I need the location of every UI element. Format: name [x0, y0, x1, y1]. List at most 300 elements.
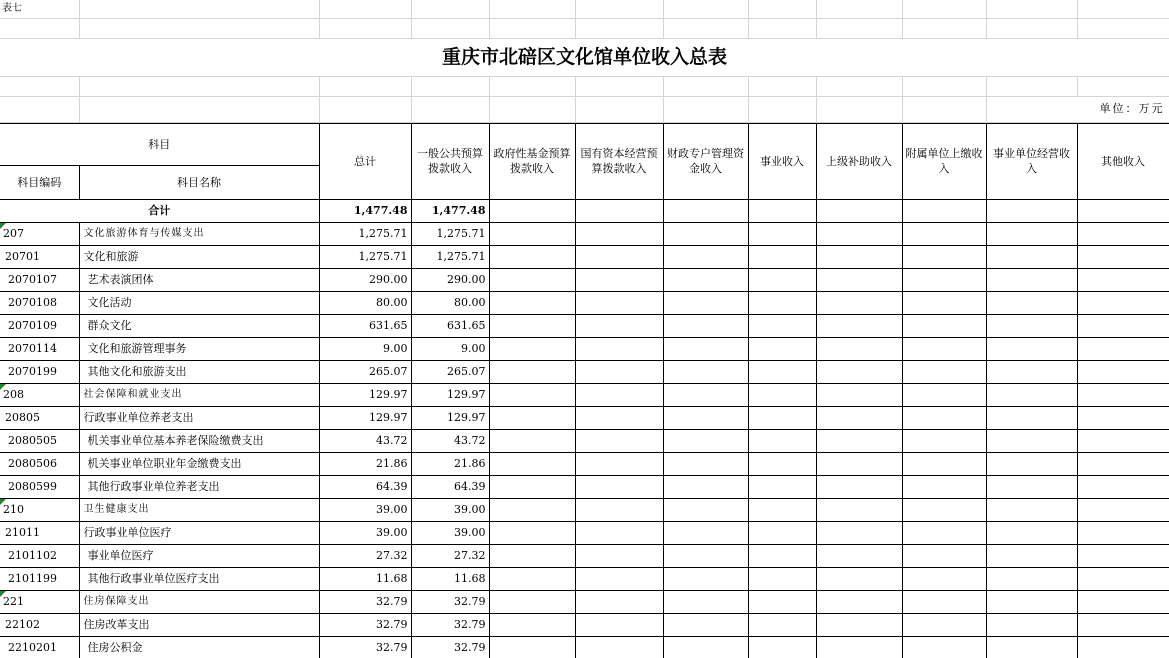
empty-cell[interactable] — [816, 199, 902, 222]
subject-code-cell[interactable]: 210 — [0, 498, 79, 521]
total-cell[interactable]: 290.00 — [319, 268, 411, 291]
general-budget-cell[interactable]: 265.07 — [411, 360, 489, 383]
cell[interactable] — [902, 18, 986, 38]
cell[interactable] — [411, 18, 489, 38]
empty-cell[interactable] — [902, 590, 986, 613]
table-row[interactable] — [0, 590, 1169, 613]
empty-cell[interactable] — [575, 337, 663, 360]
total-value[interactable]: 1,477.48 — [319, 199, 411, 222]
subject-code-cell[interactable]: 208 — [0, 383, 79, 406]
cell[interactable] — [79, 18, 319, 38]
general-budget-cell[interactable]: 21.86 — [411, 452, 489, 475]
cell[interactable] — [489, 96, 575, 122]
empty-cell[interactable] — [575, 199, 663, 222]
table-row[interactable] — [0, 498, 1169, 521]
empty-cell[interactable] — [748, 406, 816, 429]
empty-cell[interactable] — [816, 337, 902, 360]
empty-cell[interactable] — [902, 452, 986, 475]
empty-cell[interactable] — [489, 383, 575, 406]
total-cell[interactable]: 129.97 — [319, 383, 411, 406]
empty-cell[interactable] — [816, 406, 902, 429]
empty-cell[interactable] — [1077, 613, 1169, 636]
empty-cell[interactable] — [663, 636, 748, 658]
empty-cell[interactable] — [489, 337, 575, 360]
subject-code-cell[interactable]: 221 — [0, 590, 79, 613]
empty-cell[interactable] — [575, 406, 663, 429]
empty-cell[interactable] — [1077, 268, 1169, 291]
empty-cell[interactable] — [575, 314, 663, 337]
empty-cell[interactable] — [816, 613, 902, 636]
cell[interactable] — [986, 0, 1077, 18]
empty-cell[interactable] — [986, 337, 1077, 360]
empty-cell[interactable] — [575, 222, 663, 245]
empty-cell[interactable] — [1077, 245, 1169, 268]
empty-cell[interactable] — [986, 245, 1077, 268]
empty-cell[interactable] — [986, 613, 1077, 636]
empty-cell[interactable] — [663, 268, 748, 291]
empty-cell[interactable] — [489, 268, 575, 291]
cell[interactable] — [1077, 76, 1169, 96]
cell[interactable] — [575, 76, 663, 96]
empty-cell[interactable] — [748, 291, 816, 314]
cell[interactable] — [663, 96, 748, 122]
table-row[interactable] — [0, 636, 1169, 658]
empty-cell[interactable] — [489, 199, 575, 222]
cell[interactable] — [411, 76, 489, 96]
empty-cell[interactable] — [816, 314, 902, 337]
total-cell[interactable]: 9.00 — [319, 337, 411, 360]
cell[interactable] — [489, 18, 575, 38]
empty-cell[interactable] — [816, 291, 902, 314]
empty-cell[interactable] — [663, 452, 748, 475]
cell[interactable] — [816, 96, 902, 122]
empty-cell[interactable] — [902, 337, 986, 360]
empty-cell[interactable] — [663, 498, 748, 521]
subject-code-cell[interactable]: 2080505 — [0, 429, 79, 452]
empty-cell[interactable] — [748, 613, 816, 636]
general-budget-cell[interactable]: 1,275.71 — [411, 222, 489, 245]
total-cell[interactable]: 265.07 — [319, 360, 411, 383]
table-row[interactable] — [0, 452, 1169, 475]
cell[interactable] — [319, 18, 411, 38]
cell[interactable] — [489, 76, 575, 96]
empty-cell[interactable] — [489, 475, 575, 498]
empty-cell[interactable] — [663, 337, 748, 360]
subject-name-cell[interactable]: 文化和旅游管理事务 — [79, 337, 319, 360]
subject-code-cell[interactable]: 2101199 — [0, 567, 79, 590]
empty-cell[interactable] — [902, 406, 986, 429]
cell[interactable] — [902, 0, 986, 18]
table-row[interactable] — [0, 567, 1169, 590]
empty-cell[interactable] — [575, 268, 663, 291]
subject-code-cell[interactable]: 2080599 — [0, 475, 79, 498]
subject-name-cell[interactable]: 住房公积金 — [79, 636, 319, 658]
empty-cell[interactable] — [575, 429, 663, 452]
empty-cell[interactable] — [986, 452, 1077, 475]
empty-cell[interactable] — [1077, 475, 1169, 498]
subject-name-cell[interactable]: 卫生健康支出 — [79, 498, 319, 521]
empty-cell[interactable] — [902, 383, 986, 406]
empty-cell[interactable] — [663, 567, 748, 590]
total-general-value[interactable]: 1,477.48 — [411, 199, 489, 222]
empty-cell[interactable] — [1077, 636, 1169, 658]
empty-cell[interactable] — [663, 613, 748, 636]
empty-cell[interactable] — [748, 268, 816, 291]
empty-cell[interactable] — [902, 498, 986, 521]
table-row[interactable] — [0, 245, 1169, 268]
empty-cell[interactable] — [902, 291, 986, 314]
empty-cell[interactable] — [575, 475, 663, 498]
empty-cell[interactable] — [748, 567, 816, 590]
general-budget-cell[interactable]: 9.00 — [411, 337, 489, 360]
subject-code-cell[interactable]: 2210201 — [0, 636, 79, 658]
empty-cell[interactable] — [816, 498, 902, 521]
cell[interactable] — [79, 0, 319, 18]
cell[interactable] — [902, 76, 986, 96]
subject-code-cell[interactable]: 207 — [0, 222, 79, 245]
general-budget-cell[interactable]: 32.79 — [411, 613, 489, 636]
subject-code-cell[interactable]: 2070199 — [0, 360, 79, 383]
empty-cell[interactable] — [902, 268, 986, 291]
total-cell[interactable]: 1,275.71 — [319, 245, 411, 268]
subject-code-cell[interactable]: 20805 — [0, 406, 79, 429]
cell[interactable] — [816, 18, 902, 38]
subject-name-cell[interactable]: 社会保障和就业支出 — [79, 383, 319, 406]
empty-cell[interactable] — [1077, 360, 1169, 383]
empty-cell[interactable] — [1077, 406, 1169, 429]
empty-cell[interactable] — [489, 567, 575, 590]
empty-cell[interactable] — [1077, 452, 1169, 475]
empty-cell[interactable] — [1077, 429, 1169, 452]
subject-code-cell[interactable]: 21011 — [0, 521, 79, 544]
subject-name-cell[interactable]: 文化活动 — [79, 291, 319, 314]
subject-name-cell[interactable]: 住房改革支出 — [79, 613, 319, 636]
empty-cell[interactable] — [902, 475, 986, 498]
table-row[interactable] — [0, 314, 1169, 337]
table-row[interactable] — [0, 222, 1169, 245]
cell[interactable] — [663, 0, 748, 18]
general-budget-cell[interactable]: 129.97 — [411, 383, 489, 406]
empty-cell[interactable] — [748, 475, 816, 498]
empty-cell[interactable] — [575, 498, 663, 521]
empty-cell[interactable] — [748, 245, 816, 268]
empty-cell[interactable] — [986, 222, 1077, 245]
empty-cell[interactable] — [748, 544, 816, 567]
cell[interactable] — [319, 0, 411, 18]
empty-cell[interactable] — [986, 498, 1077, 521]
general-budget-cell[interactable]: 39.00 — [411, 498, 489, 521]
empty-cell[interactable] — [902, 636, 986, 658]
subject-code-cell[interactable]: 2080506 — [0, 452, 79, 475]
table-row[interactable] — [0, 429, 1169, 452]
empty-cell[interactable] — [816, 521, 902, 544]
empty-cell[interactable] — [663, 521, 748, 544]
empty-cell[interactable] — [986, 360, 1077, 383]
empty-cell[interactable] — [902, 613, 986, 636]
empty-cell[interactable] — [1077, 567, 1169, 590]
cell[interactable] — [748, 76, 816, 96]
empty-cell[interactable] — [663, 199, 748, 222]
subject-name-cell[interactable]: 文化旅游体育与传媒支出 — [79, 222, 319, 245]
empty-cell[interactable] — [489, 544, 575, 567]
cell[interactable] — [79, 76, 319, 96]
empty-cell[interactable] — [816, 360, 902, 383]
empty-cell[interactable] — [575, 291, 663, 314]
total-cell[interactable]: 39.00 — [319, 521, 411, 544]
cell[interactable] — [411, 0, 489, 18]
cell[interactable] — [748, 96, 816, 122]
subject-name-cell[interactable]: 行政事业单位医疗 — [79, 521, 319, 544]
empty-cell[interactable] — [902, 544, 986, 567]
table-row[interactable] — [0, 613, 1169, 636]
empty-cell[interactable] — [986, 429, 1077, 452]
general-budget-cell[interactable]: 80.00 — [411, 291, 489, 314]
general-budget-cell[interactable]: 43.72 — [411, 429, 489, 452]
total-cell[interactable]: 631.65 — [319, 314, 411, 337]
subject-code-cell[interactable]: 22102 — [0, 613, 79, 636]
empty-cell[interactable] — [816, 590, 902, 613]
empty-cell[interactable] — [986, 406, 1077, 429]
general-budget-cell[interactable]: 39.00 — [411, 521, 489, 544]
empty-cell[interactable] — [816, 452, 902, 475]
cell[interactable] — [748, 0, 816, 18]
empty-cell[interactable] — [1077, 337, 1169, 360]
cell[interactable] — [816, 0, 902, 18]
empty-cell[interactable] — [816, 429, 902, 452]
empty-cell[interactable] — [816, 222, 902, 245]
total-cell[interactable]: 43.72 — [319, 429, 411, 452]
empty-cell[interactable] — [1077, 498, 1169, 521]
empty-cell[interactable] — [1077, 590, 1169, 613]
empty-cell[interactable] — [489, 590, 575, 613]
empty-cell[interactable] — [748, 383, 816, 406]
general-budget-cell[interactable]: 27.32 — [411, 544, 489, 567]
general-budget-cell[interactable]: 290.00 — [411, 268, 489, 291]
empty-cell[interactable] — [489, 452, 575, 475]
empty-cell[interactable] — [663, 222, 748, 245]
empty-cell[interactable] — [902, 521, 986, 544]
empty-cell[interactable] — [986, 314, 1077, 337]
subject-name-cell[interactable]: 艺术表演团体 — [79, 268, 319, 291]
empty-cell[interactable] — [748, 222, 816, 245]
cell[interactable] — [663, 18, 748, 38]
general-budget-cell[interactable]: 129.97 — [411, 406, 489, 429]
table-row[interactable] — [0, 360, 1169, 383]
empty-cell[interactable] — [663, 544, 748, 567]
empty-cell[interactable] — [902, 360, 986, 383]
subject-code-cell[interactable]: 20701 — [0, 245, 79, 268]
cell[interactable] — [489, 0, 575, 18]
empty-cell[interactable] — [1077, 521, 1169, 544]
empty-cell[interactable] — [816, 268, 902, 291]
cell[interactable] — [575, 18, 663, 38]
empty-cell[interactable] — [748, 429, 816, 452]
empty-cell[interactable] — [489, 498, 575, 521]
empty-cell[interactable] — [748, 452, 816, 475]
subject-code-cell[interactable]: 2070107 — [0, 268, 79, 291]
general-budget-cell[interactable]: 11.68 — [411, 567, 489, 590]
empty-cell[interactable] — [663, 314, 748, 337]
subject-code-cell[interactable]: 2101102 — [0, 544, 79, 567]
table-row[interactable] — [0, 383, 1169, 406]
empty-cell[interactable] — [748, 360, 816, 383]
empty-cell[interactable] — [816, 245, 902, 268]
empty-cell[interactable] — [663, 429, 748, 452]
cell[interactable] — [748, 18, 816, 38]
empty-cell[interactable] — [902, 429, 986, 452]
cell[interactable] — [319, 76, 411, 96]
cell[interactable] — [411, 96, 489, 122]
empty-cell[interactable] — [489, 521, 575, 544]
empty-cell[interactable] — [489, 429, 575, 452]
subject-code-cell[interactable]: 2070114 — [0, 337, 79, 360]
empty-cell[interactable] — [902, 199, 986, 222]
empty-cell[interactable] — [575, 245, 663, 268]
empty-cell[interactable] — [663, 475, 748, 498]
empty-cell[interactable] — [748, 337, 816, 360]
empty-cell[interactable] — [663, 383, 748, 406]
empty-cell[interactable] — [902, 567, 986, 590]
empty-cell[interactable] — [1077, 222, 1169, 245]
total-cell[interactable]: 32.79 — [319, 590, 411, 613]
empty-cell[interactable] — [816, 636, 902, 658]
general-budget-cell[interactable]: 32.79 — [411, 590, 489, 613]
table-row[interactable] — [0, 521, 1169, 544]
total-cell[interactable]: 32.79 — [319, 613, 411, 636]
empty-cell[interactable] — [575, 590, 663, 613]
empty-cell[interactable] — [986, 268, 1077, 291]
cell[interactable] — [816, 76, 902, 96]
empty-cell[interactable] — [575, 452, 663, 475]
total-row[interactable] — [0, 199, 1169, 222]
subject-name-cell[interactable]: 机关事业单位职业年金缴费支出 — [79, 452, 319, 475]
empty-cell[interactable] — [575, 636, 663, 658]
cell[interactable] — [986, 76, 1077, 96]
subject-name-cell[interactable]: 行政事业单位养老支出 — [79, 406, 319, 429]
subject-name-cell[interactable]: 其他行政事业单位医疗支出 — [79, 567, 319, 590]
empty-cell[interactable] — [748, 521, 816, 544]
empty-cell[interactable] — [986, 636, 1077, 658]
subject-name-cell[interactable]: 文化和旅游 — [79, 245, 319, 268]
cell[interactable] — [79, 96, 319, 122]
total-cell[interactable]: 21.86 — [319, 452, 411, 475]
empty-cell[interactable] — [902, 222, 986, 245]
empty-cell[interactable] — [489, 222, 575, 245]
empty-cell[interactable] — [1077, 544, 1169, 567]
total-cell[interactable]: 64.39 — [319, 475, 411, 498]
empty-cell[interactable] — [816, 567, 902, 590]
empty-cell[interactable] — [816, 544, 902, 567]
cell[interactable] — [1077, 18, 1169, 38]
empty-cell[interactable] — [489, 314, 575, 337]
total-cell[interactable]: 1,275.71 — [319, 222, 411, 245]
empty-cell[interactable] — [663, 406, 748, 429]
empty-cell[interactable] — [575, 383, 663, 406]
empty-cell[interactable] — [663, 590, 748, 613]
total-cell[interactable]: 129.97 — [319, 406, 411, 429]
total-cell[interactable]: 11.68 — [319, 567, 411, 590]
empty-cell[interactable] — [748, 314, 816, 337]
empty-cell[interactable] — [986, 383, 1077, 406]
empty-cell[interactable] — [575, 521, 663, 544]
empty-cell[interactable] — [902, 245, 986, 268]
empty-cell[interactable] — [986, 590, 1077, 613]
subject-name-cell[interactable]: 群众文化 — [79, 314, 319, 337]
empty-cell[interactable] — [575, 544, 663, 567]
general-budget-cell[interactable]: 1,275.71 — [411, 245, 489, 268]
general-budget-cell[interactable]: 631.65 — [411, 314, 489, 337]
cell[interactable] — [663, 76, 748, 96]
empty-cell[interactable] — [986, 567, 1077, 590]
empty-cell[interactable] — [575, 613, 663, 636]
table-row[interactable] — [0, 291, 1169, 314]
cell[interactable] — [902, 96, 986, 122]
empty-cell[interactable] — [575, 360, 663, 383]
table-row[interactable] — [0, 406, 1169, 429]
cell[interactable] — [1077, 0, 1169, 18]
empty-cell[interactable] — [663, 360, 748, 383]
empty-cell[interactable] — [816, 383, 902, 406]
empty-cell[interactable] — [748, 590, 816, 613]
subject-code-cell[interactable]: 2070108 — [0, 291, 79, 314]
general-budget-cell[interactable]: 32.79 — [411, 636, 489, 658]
empty-cell[interactable] — [986, 521, 1077, 544]
empty-cell[interactable] — [489, 291, 575, 314]
table-row[interactable] — [0, 337, 1169, 360]
empty-cell[interactable] — [986, 199, 1077, 222]
subject-name-cell[interactable]: 机关事业单位基本养老保险缴费支出 — [79, 429, 319, 452]
total-cell[interactable]: 27.32 — [319, 544, 411, 567]
table-row[interactable] — [0, 475, 1169, 498]
empty-cell[interactable] — [489, 636, 575, 658]
total-cell[interactable]: 32.79 — [319, 636, 411, 658]
cell[interactable] — [319, 96, 411, 122]
empty-cell[interactable] — [663, 291, 748, 314]
empty-cell[interactable] — [489, 406, 575, 429]
empty-cell[interactable] — [575, 567, 663, 590]
empty-cell[interactable] — [986, 544, 1077, 567]
total-cell[interactable]: 39.00 — [319, 498, 411, 521]
empty-cell[interactable] — [489, 245, 575, 268]
cell[interactable] — [0, 76, 79, 96]
cell[interactable] — [0, 18, 79, 38]
subject-name-cell[interactable]: 其他行政事业单位养老支出 — [79, 475, 319, 498]
cell[interactable] — [0, 96, 79, 122]
subject-code-cell[interactable]: 2070109 — [0, 314, 79, 337]
general-budget-cell[interactable]: 64.39 — [411, 475, 489, 498]
empty-cell[interactable] — [748, 636, 816, 658]
empty-cell[interactable] — [1077, 314, 1169, 337]
table-row[interactable] — [0, 544, 1169, 567]
cell[interactable] — [575, 0, 663, 18]
cell[interactable] — [575, 96, 663, 122]
empty-cell[interactable] — [489, 360, 575, 383]
total-cell[interactable]: 80.00 — [319, 291, 411, 314]
empty-cell[interactable] — [663, 245, 748, 268]
empty-cell[interactable] — [1077, 291, 1169, 314]
cell[interactable] — [986, 18, 1077, 38]
empty-cell[interactable] — [1077, 383, 1169, 406]
empty-cell[interactable] — [986, 475, 1077, 498]
subject-name-cell[interactable]: 住房保障支出 — [79, 590, 319, 613]
empty-cell[interactable] — [748, 199, 816, 222]
empty-cell[interactable] — [1077, 199, 1169, 222]
empty-cell[interactable] — [489, 613, 575, 636]
empty-cell[interactable] — [748, 498, 816, 521]
subject-name-cell[interactable]: 事业单位医疗 — [79, 544, 319, 567]
empty-cell[interactable] — [902, 314, 986, 337]
empty-cell[interactable] — [816, 475, 902, 498]
